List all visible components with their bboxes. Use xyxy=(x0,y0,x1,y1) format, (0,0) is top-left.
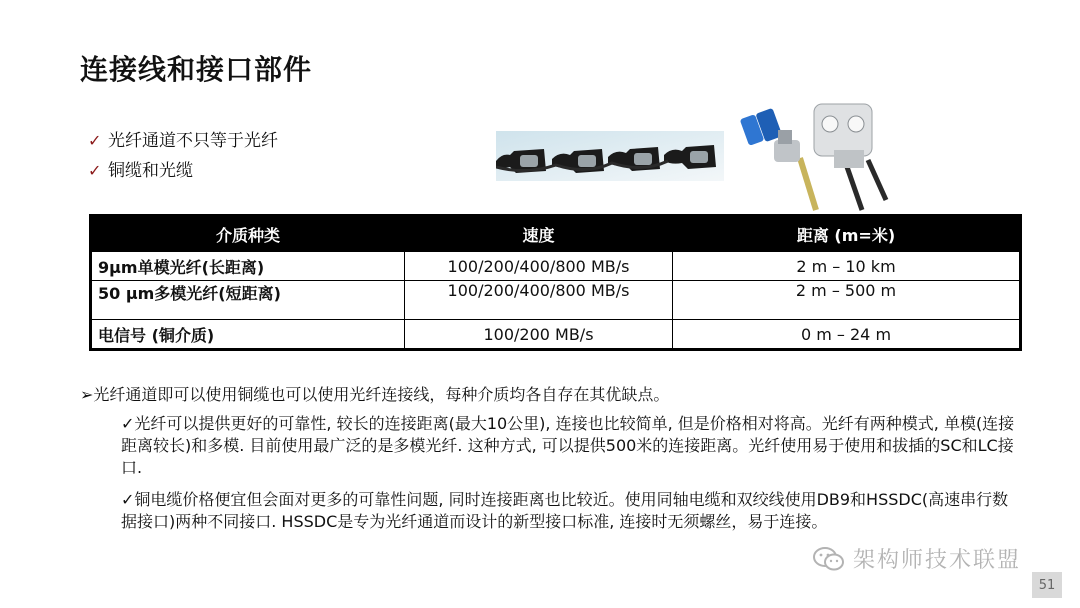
table-row xyxy=(91,281,1021,320)
bullet-item xyxy=(88,156,278,186)
bullet-item xyxy=(88,126,278,156)
column-header: 介质种类 xyxy=(91,216,405,252)
table-header-row xyxy=(91,216,1021,252)
check-icon: ✓ xyxy=(88,161,102,180)
table-row xyxy=(91,320,1021,350)
copper-paragraph: ✓铜电缆价格便宜但会面对更多的可靠性问题, 同时连接距离也比较近。使用同轴电缆和双绞线使用DB9和HSSDC(高速串行数据接口)两种不同接口. HSSDC是专为光纤通道而设计的新型接口标准, 连接时无须螺丝，易于连接。 xyxy=(121,490,1009,531)
fiber-paragraph: ✓光纤可以提供更好的可靠性, 较长的连接距离(最大10公里), 连接也比较简单, 但是价格相对将高。光纤有两种模式, 单模(连接距离较长)和多模. 目前使用最广泛的是多模光纤. 这种方式, 可以提供500米的连接距离。光纤使用易于使用和拔插的SC和LC接口. xyxy=(121,414,1015,477)
table-cell: 100/200 MB/s xyxy=(405,320,673,350)
watermark xyxy=(813,543,1021,574)
table-row xyxy=(91,252,1021,281)
bullet-text: 光纤通道不只等于光纤 xyxy=(108,131,278,151)
table-cell: 50 μm多模光纤(短距离) xyxy=(91,281,405,320)
column-header: 速度 xyxy=(405,216,673,252)
slide-title: 连接线和接口部件 xyxy=(80,53,313,86)
table-cell: 2 m – 10 km xyxy=(673,252,1021,281)
table-cell: 电信号 (铜介质) xyxy=(91,320,405,350)
bullet-list xyxy=(88,126,278,186)
watermark-text: 架构师技术联盟 xyxy=(853,548,1022,573)
table-cell: 100/200/400/800 MB/s xyxy=(405,252,673,281)
table-cell: 9μm单模光纤(长距离) xyxy=(91,252,405,281)
table-cell: 100/200/400/800 MB/s xyxy=(405,281,673,320)
summary-paragraph: ➢光纤通道即可以使用铜缆也可以使用光纤连接线，每种介质均各自存在其优缺点。 xyxy=(80,385,670,404)
media-table xyxy=(89,214,1022,351)
table-cell: 2 m – 500 m xyxy=(673,281,1021,320)
check-icon: ✓ xyxy=(88,131,102,150)
bullet-text: 铜缆和光缆 xyxy=(108,161,193,181)
db9-connectors-image xyxy=(496,131,724,181)
page-number: 51 xyxy=(1032,572,1062,598)
fiber-connectors-image xyxy=(738,100,898,212)
wechat-icon xyxy=(813,546,845,572)
column-header: 距离 (m=米) xyxy=(673,216,1021,252)
table-cell: 0 m – 24 m xyxy=(673,320,1021,350)
